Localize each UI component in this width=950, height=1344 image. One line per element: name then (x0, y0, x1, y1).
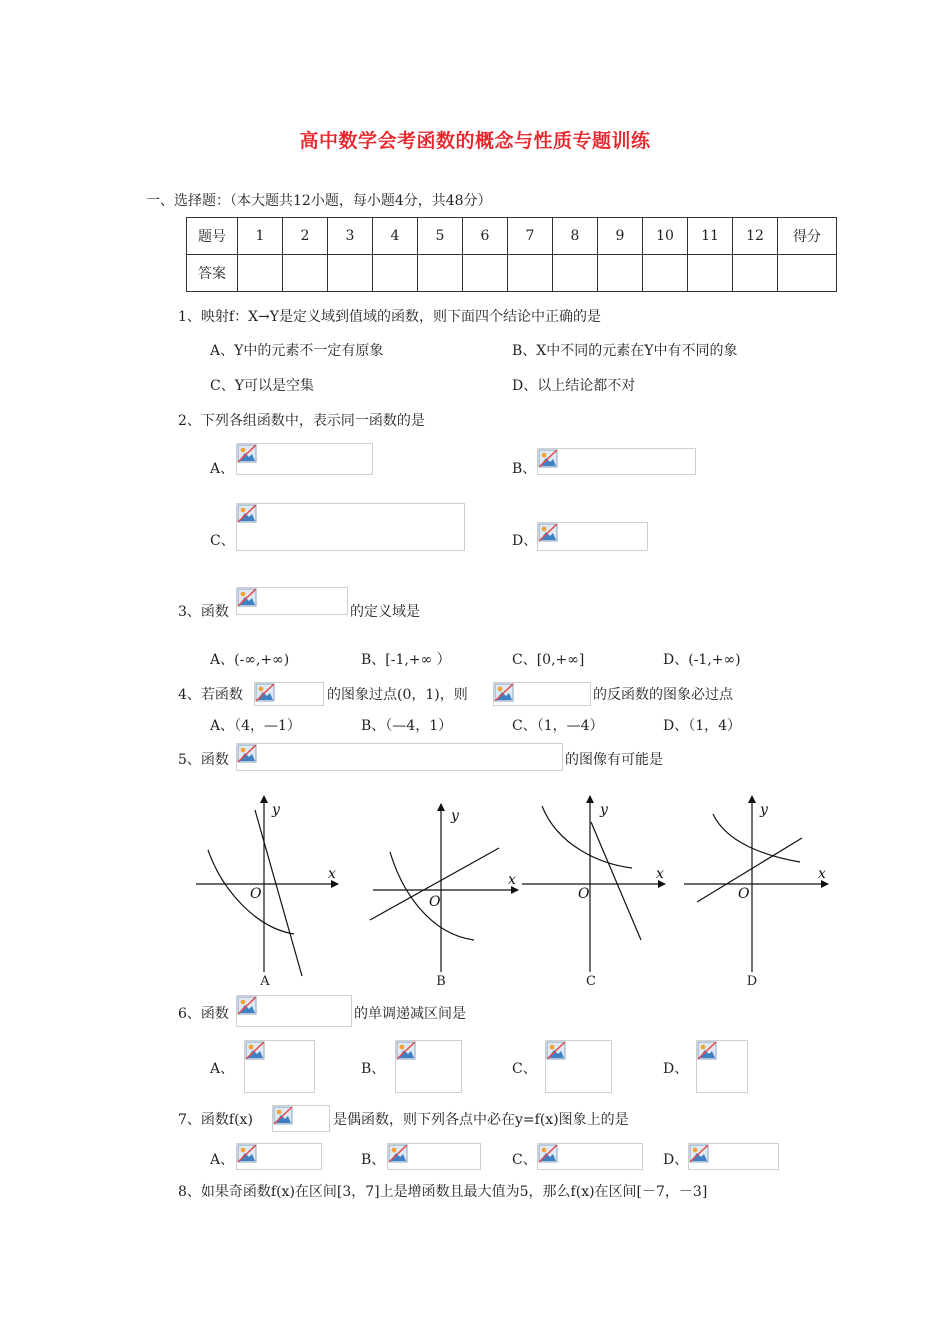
q2-stem: 2、下列各组函数中，表示同一函数的是 (178, 413, 425, 429)
score-cell[interactable] (778, 255, 837, 292)
broken-image-icon (689, 1144, 709, 1163)
q2-option-d: D、 (512, 533, 538, 549)
page-title: 高中数学会考函数的概念与性质专题训练 (299, 130, 651, 152)
table-row-label: 答案 (187, 255, 238, 292)
q7-option-b: B、 (361, 1152, 386, 1168)
formula-image (244, 1040, 315, 1093)
formula-image (537, 1143, 643, 1170)
q4-option-d: D、（1，4） (663, 718, 742, 734)
answer-cell[interactable] (643, 255, 688, 292)
answer-cell[interactable] (733, 255, 778, 292)
q5-graph-options (0, 780, 950, 995)
q3-stem-post: 的定义域是 (350, 604, 420, 620)
broken-image-icon (494, 683, 514, 702)
broken-image-icon (697, 1041, 717, 1060)
broken-image-icon (546, 1041, 566, 1060)
q6-option-b: B、 (361, 1061, 386, 1077)
broken-image-icon (396, 1041, 416, 1060)
broken-image-icon (237, 444, 257, 463)
formula-image (272, 1105, 330, 1132)
table-header-cell: 11 (688, 218, 733, 255)
q5-graph-b[interactable] (370, 804, 518, 972)
broken-image-icon (237, 588, 257, 607)
answer-cell[interactable] (688, 255, 733, 292)
exponential-curve (713, 814, 800, 862)
x-axis-label: x (656, 866, 664, 882)
table-header-cell: 9 (598, 218, 643, 255)
answer-cell[interactable] (418, 255, 463, 292)
q6-stem-pre: 6、函数 (178, 1006, 229, 1022)
formula-image (387, 1143, 481, 1170)
origin-label: O (429, 894, 441, 910)
answer-cell[interactable] (598, 255, 643, 292)
answer-cell[interactable] (553, 255, 598, 292)
q3-stem-pre: 3、函数 (178, 604, 229, 620)
q5-stem-pre: 5、函数 (178, 752, 229, 768)
q6-option-a: A、 (210, 1061, 235, 1077)
formula-image (236, 443, 373, 475)
q5-graph-a[interactable] (196, 796, 338, 976)
q7-option-c: C、 (512, 1152, 537, 1168)
q2-option-c: C、 (210, 533, 235, 549)
q7-stem-post: 是偶函数，则下列各点中必在y=f(x)图象上的是 (333, 1112, 629, 1128)
broken-image-icon (273, 1106, 293, 1125)
q2-option-b: B、 (512, 461, 537, 477)
answer-cell[interactable] (508, 255, 553, 292)
q5-graph-c[interactable] (522, 796, 665, 972)
table-header-cell: 10 (643, 218, 688, 255)
broken-image-icon (245, 1041, 265, 1060)
table-header-cell: 12 (733, 218, 778, 255)
q1-option-a: A、Y中的元素不一定有原象 (210, 343, 384, 359)
origin-label: O (250, 886, 262, 902)
table-header-cell: 4 (373, 218, 418, 255)
answer-table-answer-row (187, 255, 837, 292)
q1-option-c: C、Y可以是空集 (210, 378, 314, 394)
table-header-cell: 6 (463, 218, 508, 255)
q2-option-a: A、 (210, 461, 235, 477)
answer-cell[interactable] (328, 255, 373, 292)
y-axis-label: y (600, 802, 608, 818)
q3-option-b: B、[-1,+∞ ） (361, 652, 451, 668)
table-header-cell: 3 (328, 218, 373, 255)
formula-image (395, 1040, 462, 1093)
table-header-cell: 8 (553, 218, 598, 255)
x-axis-label: x (818, 866, 826, 882)
q6-option-c: C、 (512, 1061, 537, 1077)
broken-image-icon (237, 1144, 257, 1163)
broken-image-icon (538, 1144, 558, 1163)
q7-stem-pre: 7、函数f(x) (178, 1112, 253, 1128)
q4-stem-mid: 的图象过点(0，1)，则 (327, 687, 468, 703)
y-axis-label: y (451, 808, 459, 824)
formula-image (236, 743, 563, 771)
formula-image (254, 682, 324, 706)
q4-stem-post: 的反函数的图象必过点 (593, 687, 733, 703)
answer-table (186, 217, 837, 292)
table-header-cell: 题号 (187, 218, 238, 255)
broken-image-icon (538, 449, 558, 468)
broken-image-icon (237, 504, 257, 523)
answer-cell[interactable] (283, 255, 328, 292)
y-axis-label: y (760, 802, 768, 818)
formula-image (537, 522, 648, 551)
answer-cell[interactable] (463, 255, 508, 292)
broken-image-icon (255, 683, 275, 702)
linear-line (255, 810, 302, 976)
broken-image-icon (388, 1144, 408, 1163)
table-header-cell: 1 (238, 218, 283, 255)
graph-label: A (260, 974, 270, 989)
q1-option-d: D、以上结论都不对 (512, 378, 636, 394)
formula-image (493, 682, 591, 706)
linear-line (591, 822, 641, 940)
answer-table-header-row (187, 218, 837, 255)
q3-option-a: A、(-∞,+∞) (210, 652, 290, 668)
answer-cell[interactable] (238, 255, 283, 292)
formula-image (236, 587, 348, 615)
q3-option-c: C、[0,+∞] (512, 652, 585, 668)
table-header-cell: 得分 (778, 218, 837, 255)
q3-option-d: D、(-1,+∞) (663, 652, 741, 668)
origin-label: O (578, 886, 590, 902)
section-heading: 一、选择题：（本大题共12小题，每小题4分，共48分） (146, 193, 492, 209)
y-axis-label: y (272, 802, 280, 818)
formula-image (545, 1040, 612, 1093)
broken-image-icon (538, 523, 558, 542)
q6-stem-post: 的单调递减区间是 (354, 1006, 466, 1022)
q6-option-d: D、 (663, 1061, 689, 1077)
origin-label: O (738, 886, 750, 902)
q4-stem-pre: 4、若函数 (178, 687, 243, 703)
formula-image (696, 1040, 748, 1093)
q1-stem: 1、映射f：X→Y是定义域到值域的函数，则下面四个结论中正确的是 (178, 309, 602, 325)
exponential-curve (542, 806, 632, 868)
table-header-cell: 5 (418, 218, 463, 255)
formula-image (236, 503, 465, 551)
q7-option-d: D、 (663, 1152, 689, 1168)
x-axis-label: x (508, 872, 516, 888)
q1-option-b: B、X中不同的元素在Y中有不同的象 (512, 343, 738, 359)
answer-cell[interactable] (373, 255, 418, 292)
graph-label: B (436, 974, 446, 989)
table-header-cell: 7 (508, 218, 553, 255)
q4-option-c: C、（1，—4） (512, 718, 604, 734)
table-header-cell: 2 (283, 218, 328, 255)
q4-option-b: B、（—4，1） (361, 718, 453, 734)
x-axis-label: x (328, 866, 336, 882)
broken-image-icon (237, 744, 257, 763)
graph-label: C (586, 974, 596, 989)
q5-stem-post: 的图像有可能是 (565, 752, 663, 768)
formula-image (236, 995, 352, 1027)
q8-stem: 8、如果奇函数f(x)在区间[3，7]上是增函数且最大值为5，那么f(x)在区间[－7，－3] (178, 1184, 708, 1200)
q5-graph-d[interactable] (684, 796, 828, 972)
broken-image-icon (237, 996, 257, 1015)
q4-option-a: A、（4，—1） (210, 718, 301, 734)
graph-label: D (746, 974, 758, 989)
formula-image (537, 448, 696, 475)
q7-option-a: A、 (210, 1152, 235, 1168)
formula-image (688, 1143, 779, 1170)
formula-image (236, 1143, 322, 1170)
